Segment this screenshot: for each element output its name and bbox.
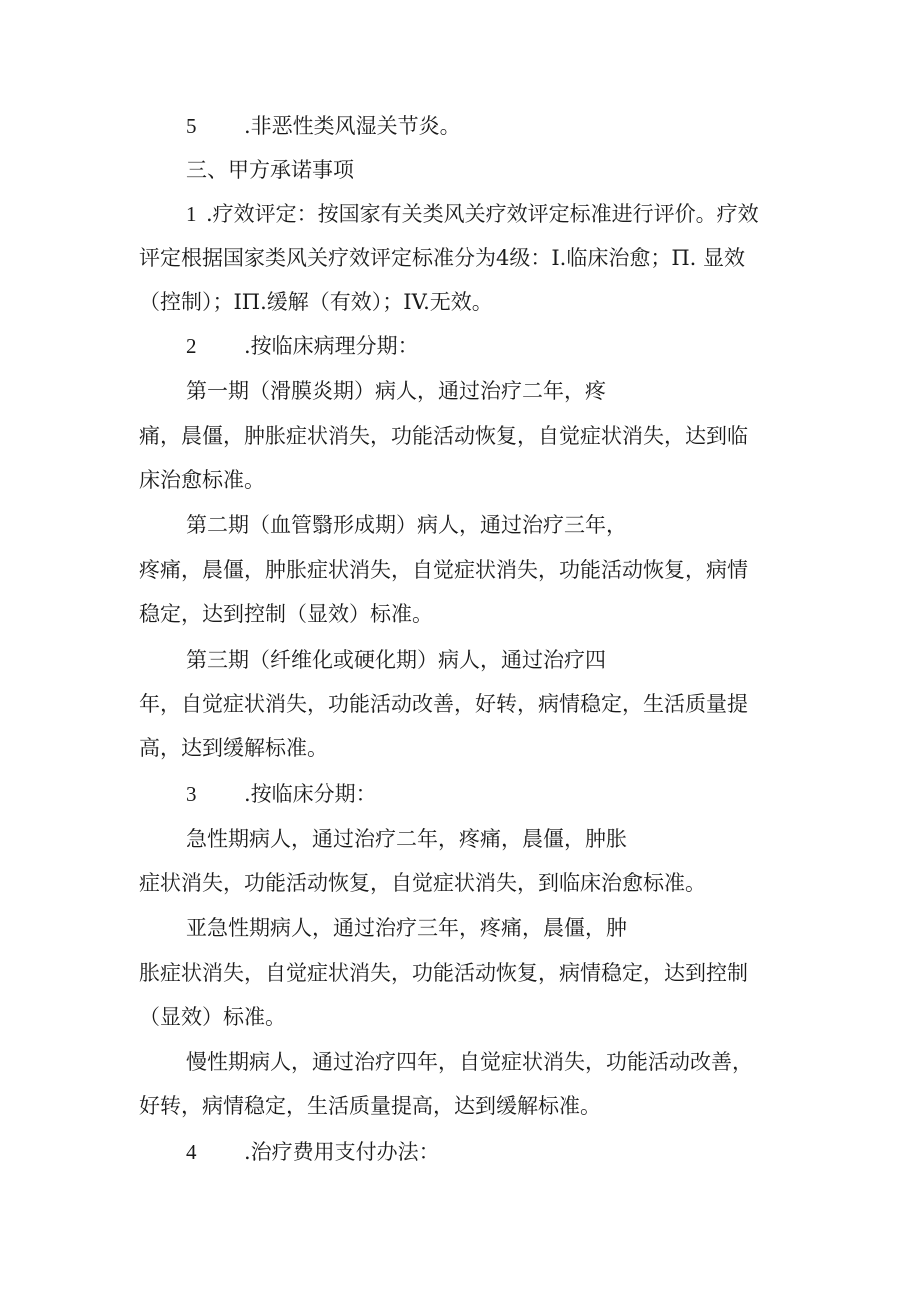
item-1-line-3: （控制）；IΠ.缓解（有效）；IV.无效。 [139, 290, 493, 314]
item-3 [186, 779, 377, 809]
acute-line-1: 急性期病人，通过治疗二年，疼痛，晨僵，肿胀 [186, 827, 627, 851]
chronic-line-1: 慢性期病人，通过治疗四年，自觉症状消失，功能活动改善， [186, 1050, 753, 1074]
stage-1-line-2: 痛，晨僵，肿胀症状消失，功能活动恢复，自觉症状消失，达到临 [139, 424, 748, 448]
section-heading: 三、甲方承诺事项 [186, 158, 354, 182]
stage-3-line-3: 高，达到缓解标准。 [139, 736, 328, 760]
acute-line-2: 症状消失，功能活动恢复，自觉症状消失，到临床治愈标准。 [139, 871, 706, 895]
item-text: .疗效评定：按国家有关类风关疗效评定标准进行评价。疗效 [206, 202, 759, 226]
item-text: .按临床病理分期： [244, 334, 419, 358]
item-1-line-2: 评定根据国家类风关疗效评定标准分为4级：I.临床治愈；Π. 显效 [139, 246, 745, 270]
item-2 [186, 331, 419, 361]
item-number: 4 [186, 1140, 197, 1164]
stage-2-line-2: 疼痛，晨僵，肿胀症状消失，自觉症状消失，功能活动恢复，病情 [139, 558, 748, 582]
item-text: .治疗费用支付办法： [244, 1140, 440, 1164]
item-text: .非恶性类风湿关节炎。 [244, 114, 461, 138]
stage-3-line-1: 第三期（纤维化或硬化期）病人，通过治疗四 [186, 648, 606, 672]
subacute-line-3: （显效）标准。 [139, 1005, 286, 1029]
stage-3-line-2: 年，自觉症状消失，功能活动改善，好转，病情稳定，生活质量提 [139, 692, 748, 716]
stage-1-line-3: 床治愈标准。 [139, 468, 265, 492]
item-text: .按临床分期： [244, 782, 377, 806]
subacute-line-2: 胀症状消失，自觉症状消失，功能活动恢复，病情稳定，达到控制 [139, 961, 748, 985]
subacute-line-1: 亚急性期病人，通过治疗三年，疼痛，晨僵，肿 [186, 916, 627, 940]
item-5 [186, 111, 461, 141]
item-number: 5 [186, 114, 197, 138]
item-4 [186, 1137, 440, 1167]
item-number: 2 [186, 334, 197, 358]
stage-1-line-1: 第一期（滑膜炎期）病人，通过治疗二年，疼 [186, 379, 606, 403]
item-1-line-1 [186, 199, 759, 229]
chronic-line-2: 好转，病情稳定，生活质量提高，达到缓解标准。 [139, 1094, 601, 1118]
item-number: 1 [186, 202, 197, 226]
item-number: 3 [186, 782, 197, 806]
stage-2-line-3: 稳定，达到控制（显效）标准。 [139, 602, 433, 626]
stage-2-line-1: 第二期（血管翳形成期）病人，通过治疗三年， [186, 513, 627, 537]
